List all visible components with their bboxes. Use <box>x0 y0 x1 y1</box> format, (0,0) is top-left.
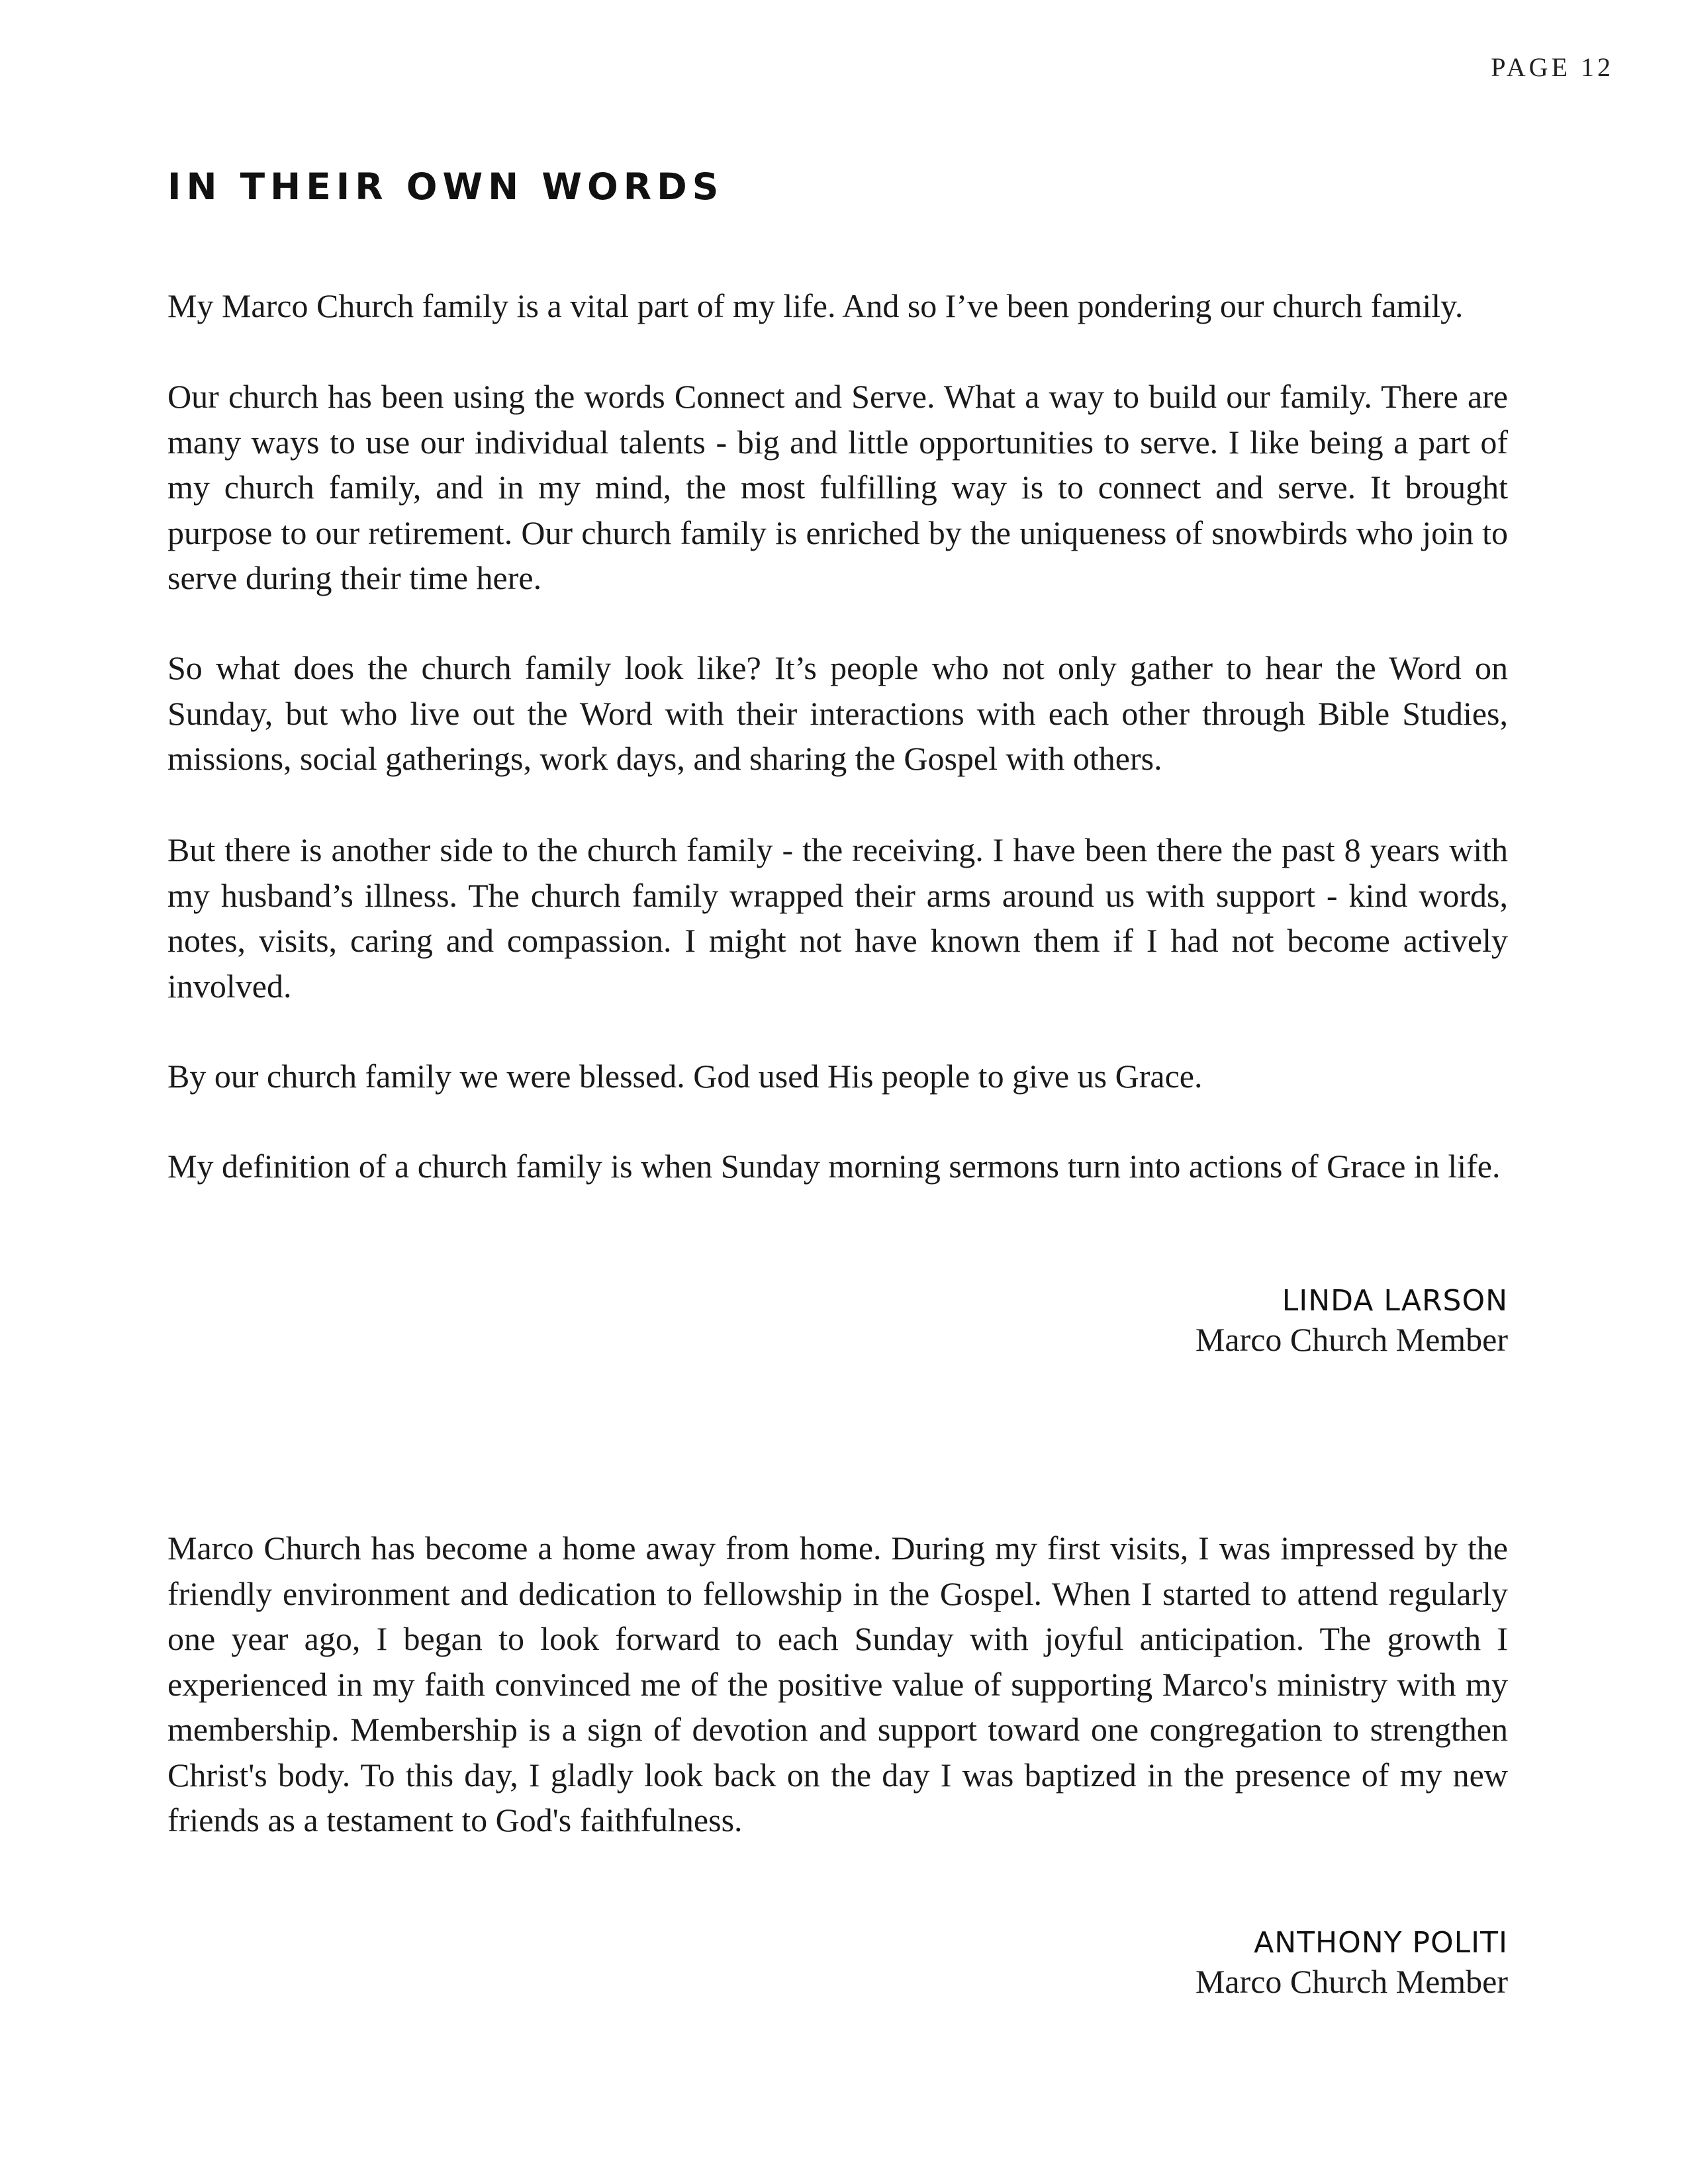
testimonial-paragraph: Our church has been using the words Connect and Serve. What a way to build our family. There are many ways to use our individual talents - big and little opportunities to serve. I like being a part of my church family, and in my mind, the most fulfilling way is to connect and serve. It brought purpose to our retirement. Our church family is enriched by the uniqueness of snowbirds who join to serve during their time here. <box>167 378 1508 596</box>
testimonial-1-paragraph-3-block <box>167 645 1508 782</box>
testimonial-paragraph: But there is another side to the church family - the receiving. I have been there the past 8 years with my husband’s illness. The church family wrapped their arms around us with support - kind words, notes, visits, caring and compassion. I might not have known them if I had not become actively involved. <box>167 831 1508 1005</box>
testimonial-paragraph: My Marco Church family is a vital part of my life. And so I’ve been pondering our church family. <box>167 287 1464 324</box>
author-name: ANTHONY POLITI <box>1254 1926 1508 1960</box>
testimonial-paragraph: Marco Church has become a home away from home. During my first visits, I was impressed by the friendly environment and dedication to fellowship in the Gospel. When I started to attend regularly one year ago, I began to look forward to each Sunday with joyful anticipation. The growth I experienced in my faith convinced me of the positive value of supporting Marco's ministry with my membership. Membership is a sign of devotion and support toward one congregation to strengthen Christ's body. To this day, I gladly look back on the day I was baptized in the presence of my new friends as a testament to God's faithfulness. <box>167 1529 1508 1839</box>
testimonial-1-signature <box>1196 1283 1508 1359</box>
testimonial-1-paragraph-6-block <box>167 1144 1508 1189</box>
author-role: Marco Church Member <box>1195 1963 1508 2000</box>
testimonial-2-signature <box>1196 1925 1508 2001</box>
testimonial-1-paragraph-5-block <box>167 1054 1508 1099</box>
testimonial-1-paragraph-1-block <box>167 283 1508 329</box>
testimonial-paragraph: My definition of a church family is when Sunday morning sermons turn into actions of Grace in life. <box>167 1148 1501 1185</box>
section-title: IN THEIR OWN WORDS <box>167 165 724 208</box>
author-name: LINDA LARSON <box>1282 1284 1508 1318</box>
testimonial-2-paragraph-1-block <box>167 1525 1508 1843</box>
testimonial-paragraph: By our church family we were blessed. God used His people to give us Grace. <box>167 1058 1203 1095</box>
testimonial-1-paragraph-2-block <box>167 374 1508 601</box>
author-role: Marco Church Member <box>1195 1321 1508 1358</box>
testimonial-paragraph: So what does the church family look like? It’s people who not only gather to hear the Word on Sunday, but who live out the Word with their interactions with each other through Bible Studies, missions, social gatherings, work days, and sharing the Gospel with others. <box>167 649 1508 777</box>
testimonial-1-paragraph-4-block <box>167 827 1508 1009</box>
page-number: PAGE 12 <box>1491 52 1614 82</box>
